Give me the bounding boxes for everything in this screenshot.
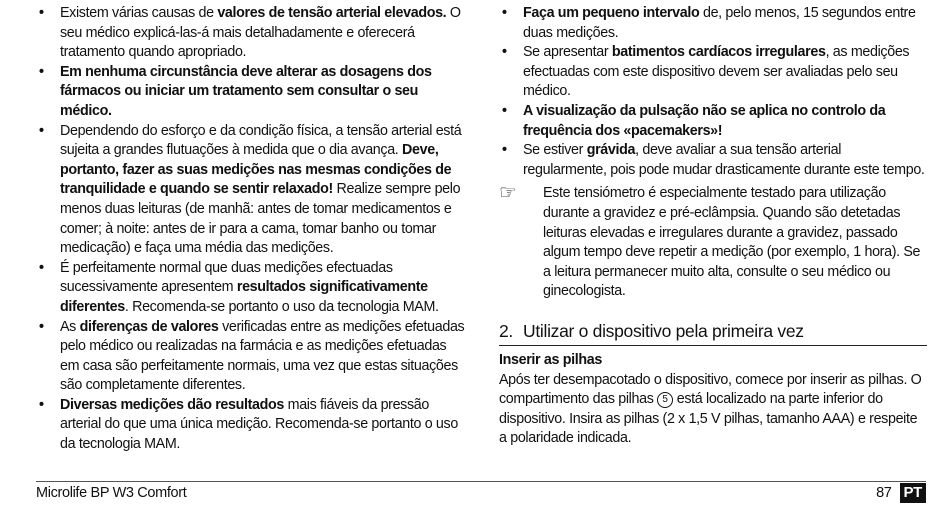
note-text: Este tensiómetro é especialmente testado para utilização durante a gravidez e pré-eclâmpsia. Quando são detetadas leituras elevadas e irregulares durante a gravidez, passado algum tempo deve repetir a medição (por exemplo, 1 hora). Se a leitura permanecer muito alta, consulte o seu médico ou ginecologista. [543,185,921,300]
section-body [499,371,927,449]
page-footer [36,481,926,501]
left-bullet-item [36,259,468,318]
bold-text: A visualização da pulsação não se aplica no controlo da frequência dos «pacemakers»! [523,102,886,139]
right-bullet-item [499,43,927,102]
right-bullet-item [499,102,927,141]
body-text: Se apresentar [523,44,612,61]
body-text: As [60,318,80,335]
page-number: 87 [876,485,892,501]
body-text: Existem várias causas de [60,5,218,21]
note-block [499,184,927,302]
bold-text: valores de tensão arterial elevados. [217,5,447,21]
left-bullet-item [36,122,468,259]
left-column [36,4,468,455]
left-bullet-item [36,396,468,455]
right-bullet-item [499,141,927,180]
body-text: mais fiáveis da pressão arterial do que uma única medição. Recomenda-se portanto o uso da tecnologia MAM. [60,396,458,453]
product-name: Microlife BP W3 Comfort [36,485,187,501]
bold-text: resultados significativamente diferentes [60,279,428,315]
body-text: O seu médico explicá-las-á mais detalhadamente e oferecerá tratamento quando apropriado. [60,5,461,61]
body-text: de, pelo menos, 15 segundos entre duas medições. [523,5,916,41]
section-number: 2. [499,320,513,341]
bold-text: grávida [586,142,636,159]
right-bullet-list [499,4,927,180]
bold-text: Deve, portanto, fazer as suas medições nas mesmas condições de tranquilidade e quando se sentir relaxado! [60,142,452,198]
body-text: , as medições efectuadas com este dispositivo devem ser avaliadas pelo seu médico. [523,44,910,100]
left-bullet-item [36,318,468,396]
body-text: Realize sempre pelo menos duas leituras (de manhã: antes de tomar medicamentos e comer; à noite: antes de ir para a cama, tomar banho ou tomar medicação) e faça uma média das medições. [60,181,461,257]
bold-text: Faça um pequeno intervalo [523,5,700,21]
left-bullet-item [36,63,468,122]
body-text: verificadas entre as medições efetuadas pelo médico ou realizadas na farmácia e as medições efetuadas em casa são perfeitamente normais, uma vez que estas situações são completamente diferentes. [60,318,465,394]
bold-text: Diversas medições dão resultados [60,396,285,413]
pointing-hand-icon: ☞ [499,182,517,205]
bold-text: Em nenhuma circunstância deve alterar as dosagens dos fármacos ou iniciar um tratamento sem consultar o seu médico. [60,63,432,119]
left-bullet-list [36,4,468,455]
right-bullet-item [499,4,927,43]
body-text: Se estiver [523,142,587,159]
section-body-before: Após ter desempacotado o dispositivo, comece por inserir as pilhas. O compartimento das pilhas [499,371,922,408]
section-title: Utilizar o dispositivo pela primeira vez [523,320,804,341]
bold-text: batimentos cardíacos irregulares [611,44,826,61]
bold-text: diferenças de valores [79,318,219,335]
body-text: . Recomenda-se portanto o uso da tecnologia MAM. [124,298,439,315]
section-body-after: está localizado na parte inferior do dispositivo. Insira as pilhas (2 x 1,5 V pilhas, tamanho AAA) e respeite a polaridade indicada. [499,391,918,447]
subsection-heading: Inserir as pilhas [499,351,602,368]
circled-reference-number: 5 [657,392,673,408]
footer-page-info [876,483,926,503]
section-heading [499,320,927,346]
body-text: , deve avaliar a sua tensão arterial regularmente, pois pode mudar drasticamente durante este tempo. [523,142,925,178]
body-text: É perfeitamente normal que duas medições efectuadas sucessivamente apresentem [60,259,393,296]
right-column [499,4,927,449]
language-badge: PT [900,483,926,503]
body-text: Dependendo do esforço e da condição física, a tensão arterial está sujeita a grandes flutuações à medida que o dia avança. [60,122,462,159]
left-bullet-item [36,4,468,63]
